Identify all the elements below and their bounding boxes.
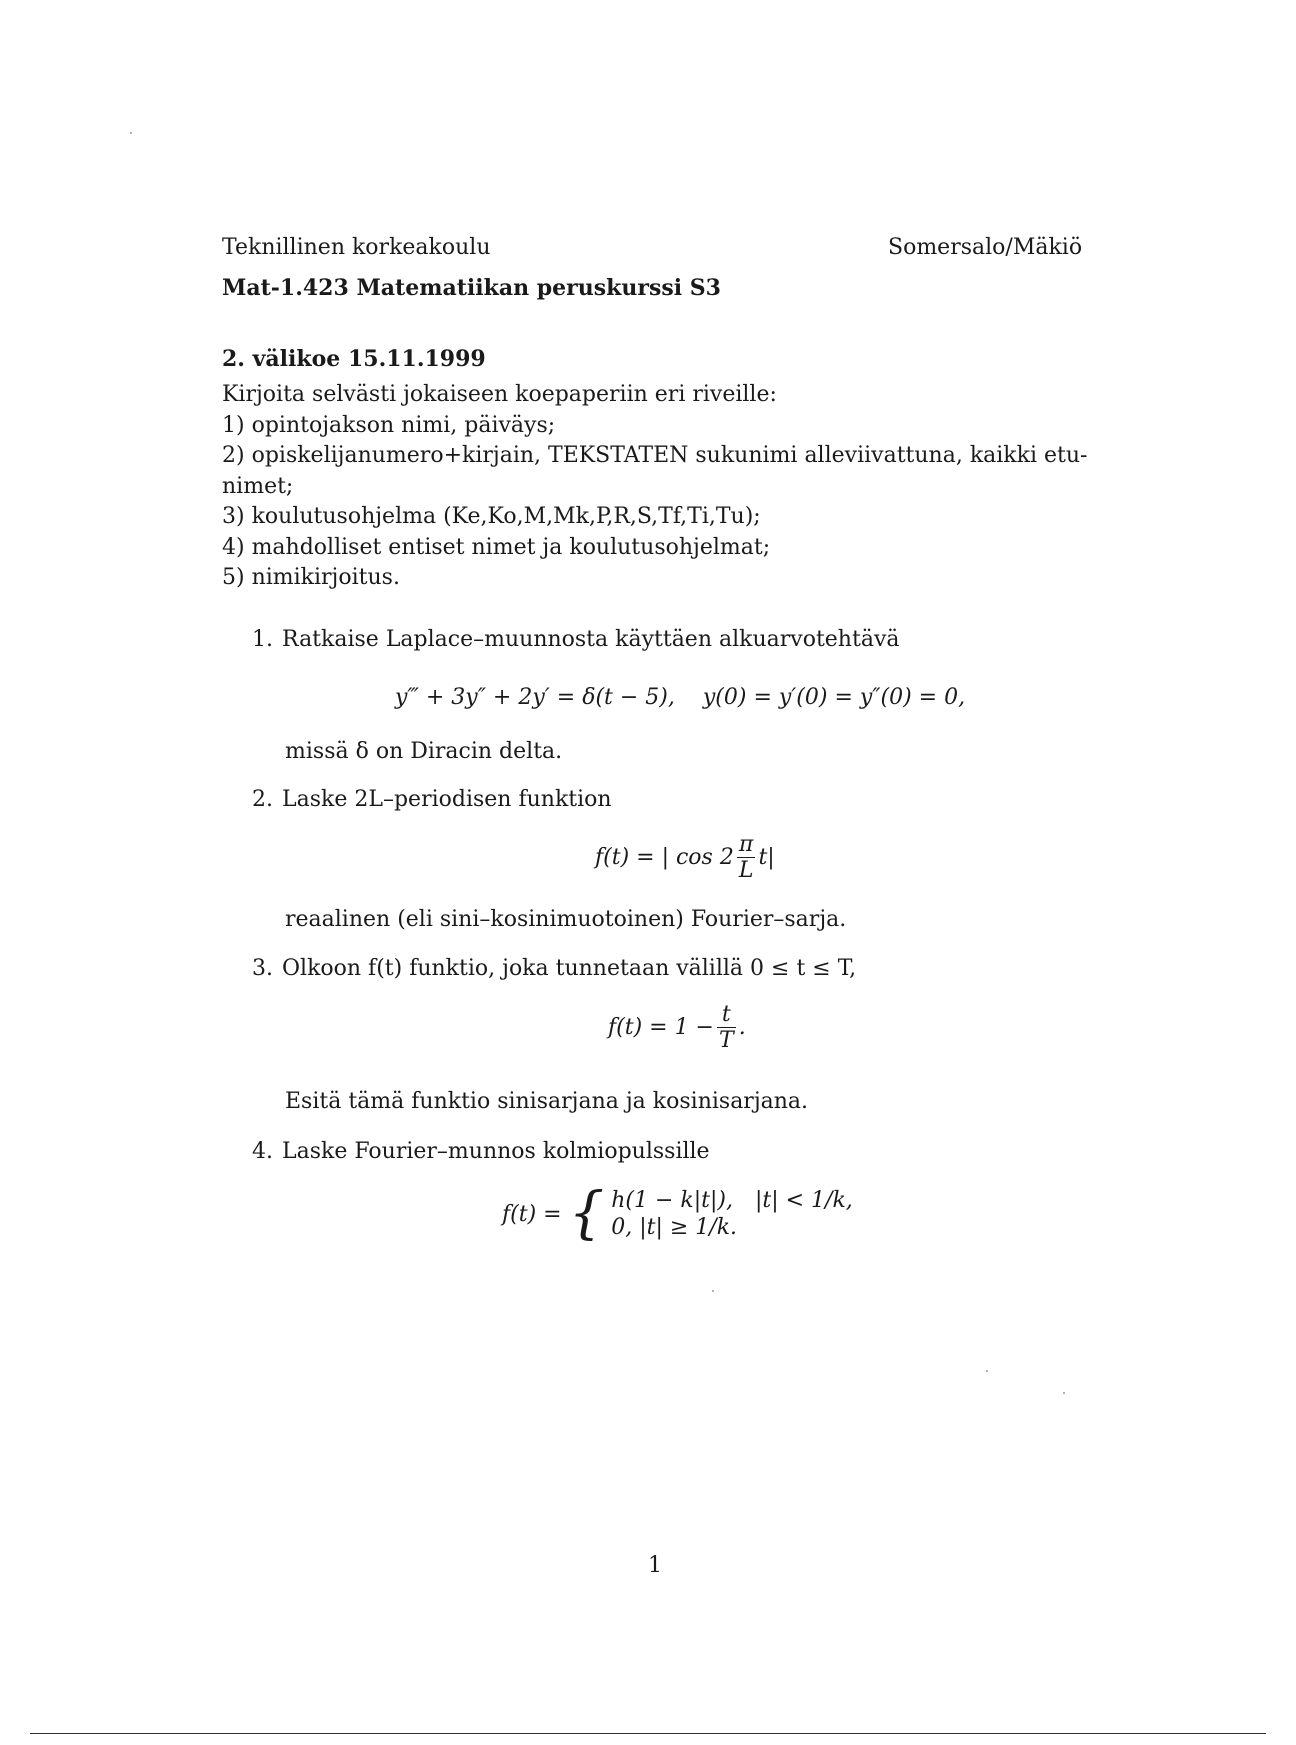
instructions [222, 380, 1087, 594]
problem-number: 3. [252, 956, 273, 981]
fraction-numerator: π [737, 832, 756, 858]
scan-bottom-edge [30, 1733, 1266, 1734]
case-row-1 [611, 1187, 853, 1215]
equation-3 [608, 1002, 746, 1054]
instruction-item: 4) mahdolliset entiset nimet ja koulutusohjelmat; [222, 534, 771, 560]
instruction-item: nimet; [222, 473, 294, 499]
institution: Teknillinen korkeakoulu [222, 235, 491, 260]
course-title: Mat-1.423 Matematiikan peruskurssi S3 [222, 275, 721, 301]
instruction-item: 3) koulutusohjelma (Ke,Ko,M,Mk,P,R,S,Tf,Ti,Tu); [222, 504, 761, 529]
page-number: 1 [648, 1553, 662, 1578]
problem-1-after: missä δ on Diracin delta. [285, 739, 563, 764]
fraction [737, 832, 756, 884]
equation-prefix: f(t) = | cos 2 [595, 844, 734, 870]
problem-1 [252, 626, 899, 655]
scan-speck [986, 1370, 988, 1372]
scan-speck [712, 1290, 714, 1292]
problem-number: 4. [252, 1139, 273, 1164]
left-brace: { [568, 1181, 605, 1246]
authors: Somersalo/Mäkiö [888, 235, 1083, 260]
fraction [717, 1002, 736, 1054]
piecewise-cases [611, 1187, 853, 1242]
fraction-denominator: T [719, 1028, 734, 1054]
instruction-item: 5) nimikirjoitus. [222, 565, 400, 590]
exam-title: 2. välikoe 15.11.1999 [222, 346, 486, 372]
equation-2 [595, 832, 775, 884]
equation-rhs: y(0) = y′(0) = y″(0) = 0, [702, 685, 966, 710]
instructions-intro: Kirjoita selvästi jokaiseen koepaperiin eri riveille: [222, 382, 777, 407]
equation-4 [502, 1181, 853, 1246]
case-1-condition: |t| < 1/k, [754, 1187, 853, 1213]
equation-suffix: . [738, 1014, 746, 1040]
equation-1 [395, 684, 965, 713]
problem-3 [252, 955, 856, 984]
fraction-denominator: L [738, 858, 754, 884]
problem-text: Ratkaise Laplace–muunnosta käyttäen alkuarvotehtävä [282, 627, 900, 652]
equation-suffix: t| [758, 844, 775, 870]
scan-speck [1063, 1392, 1065, 1394]
case-1-expression: h(1 − k|t|), [611, 1187, 733, 1213]
equation-prefix: f(t) = 1 − [608, 1014, 714, 1040]
scan-speck [130, 132, 132, 134]
problem-3-after: Esitä tämä funktio sinisarjana ja kosinisarjana. [285, 1089, 809, 1114]
problem-text: Olkoon f(t) funktio, joka tunnetaan välillä 0 ≤ t ≤ T, [282, 956, 857, 981]
problem-4 [252, 1138, 710, 1167]
problem-text: Laske 2L–periodisen funktion [282, 787, 612, 812]
case-row-2: 0, |t| ≥ 1/k. [611, 1215, 738, 1240]
problem-text: Laske Fourier–munnos kolmiopulssille [282, 1139, 710, 1164]
problem-number: 2. [252, 787, 273, 812]
instruction-item: 2) opiskelijanumero+kirjain, TEKSTATEN sukunimi alleviivattuna, kaikki etu- [222, 443, 1088, 468]
equation-lhs: y‴ + 3y″ + 2y′ = δ(t − 5), [395, 685, 675, 710]
problem-number: 1. [252, 627, 273, 652]
problem-2 [252, 786, 612, 815]
instruction-item: 1) opintojakson nimi, päiväys; [222, 412, 556, 438]
fraction-numerator: t [717, 1002, 736, 1028]
equation-prefix: f(t) = [502, 1201, 562, 1227]
problem-2-after: reaalinen (eli sini–kosinimuotoinen) Fourier–sarja. [285, 907, 847, 932]
